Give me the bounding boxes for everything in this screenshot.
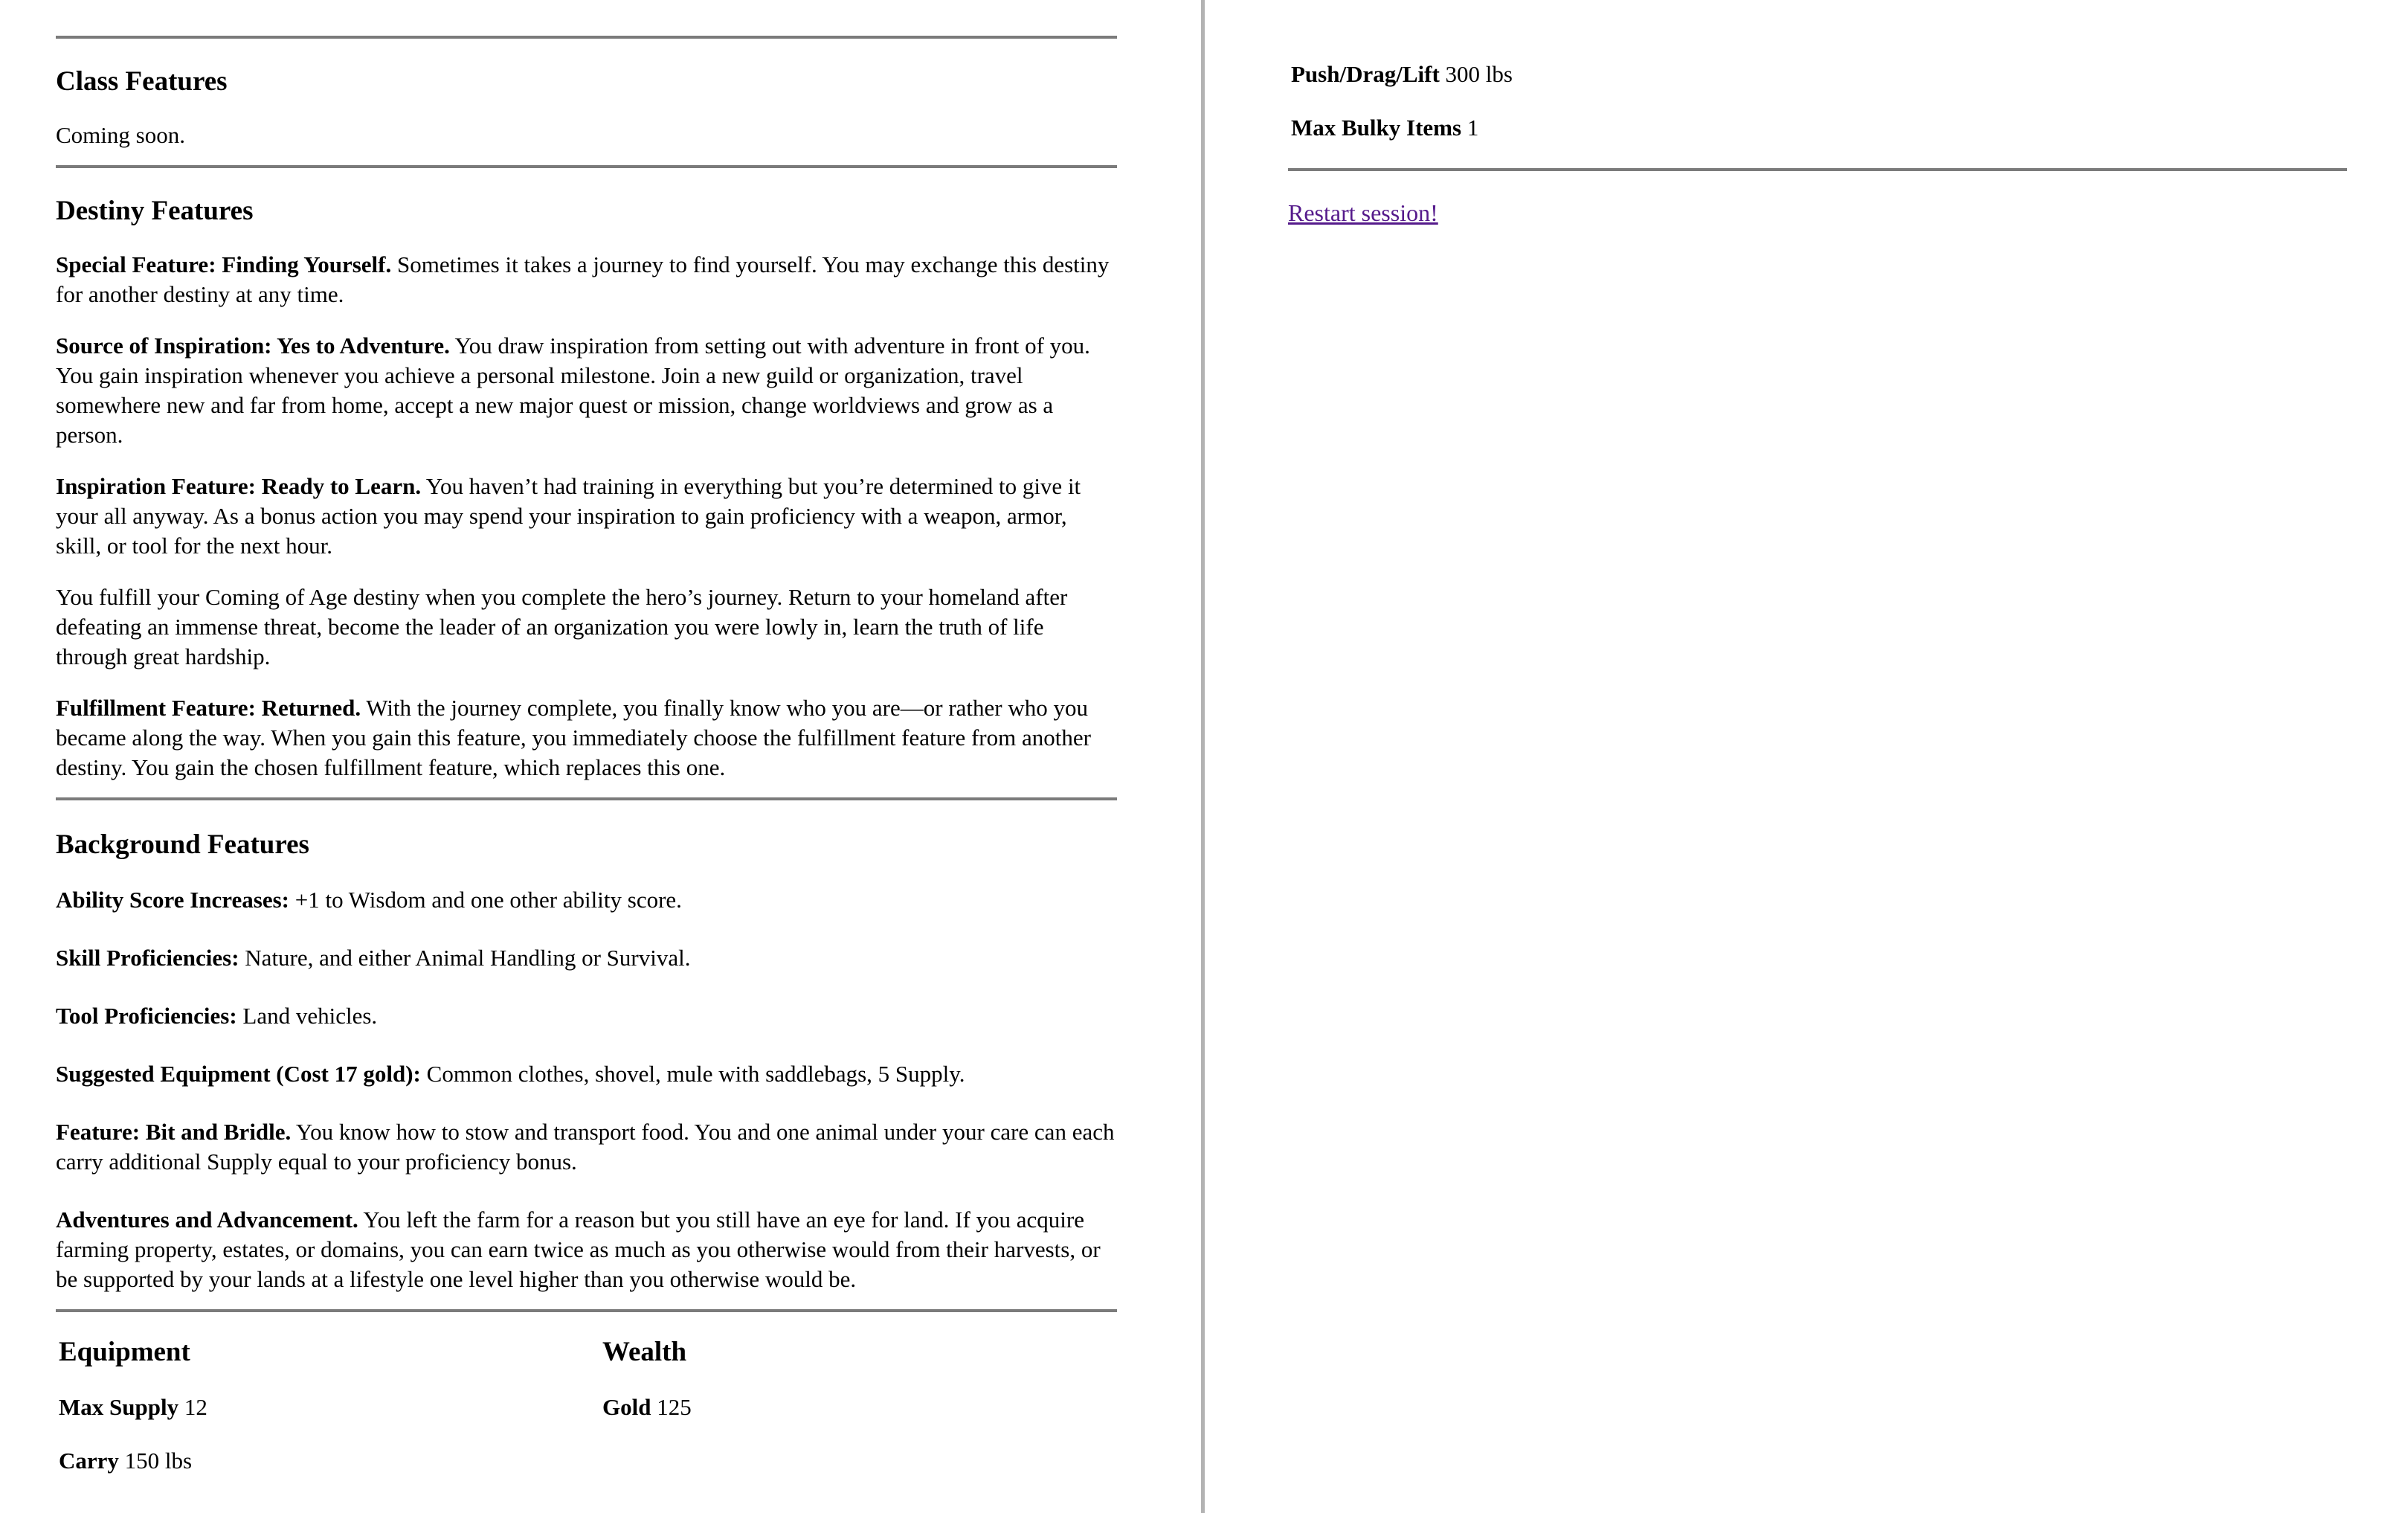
destiny-paragraph xyxy=(56,693,1117,783)
feature-text: You fulfill your Coming of Age destiny when you complete the hero’s journey. Return to your homeland after defeating an immense threat, become the leader of an organization you were lowly in, learn the truth of life through great hardship. xyxy=(56,584,1068,669)
wealth-heading: Wealth xyxy=(602,1337,687,1367)
background-paragraph xyxy=(56,1205,1117,1294)
feature-label: Special Feature: Finding Yourself. xyxy=(56,251,392,277)
destiny-features-heading: Destiny Features xyxy=(56,196,254,226)
feature-label: Suggested Equipment (Cost 17 gold): xyxy=(56,1061,421,1087)
feature-label: Feature: Bit and Bridle. xyxy=(56,1119,292,1145)
feature-text: Land vehicles. xyxy=(236,1003,378,1029)
character-sheet-right-pane xyxy=(1288,0,2349,228)
section-divider xyxy=(56,797,1117,800)
equipment-column xyxy=(59,1312,207,1476)
feature-label: Skill Proficiencies: xyxy=(56,945,239,971)
section-divider xyxy=(1288,168,2347,171)
feature-label: Source of Inspiration: Yes to Adventure. xyxy=(56,333,450,359)
push-drag-lift-stat xyxy=(1288,60,2349,89)
feature-text: With the journey complete, you finally know who you are—or rather who you became along the way. When you gain this feature, you immediately choose the fulfillment feature from another destiny. You gain the chosen fulfillment feature, which replaces this one. xyxy=(56,695,1091,780)
destiny-paragraph xyxy=(56,331,1117,450)
stat-label: Carry xyxy=(59,1448,119,1474)
stat-label: Push/Drag/Lift xyxy=(1291,61,1440,87)
feature-label: Tool Proficiencies: xyxy=(56,1003,237,1029)
character-sheet-left-pane xyxy=(56,0,1117,1506)
background-features-section xyxy=(56,827,1117,1294)
pane-divider[interactable] xyxy=(1201,0,1205,1513)
feature-text: You haven’t had training in everything but you’re determined to give it your all anyway. As a bonus action you may spend your inspiration to gain proficiency with a weapon, armor, skill, or tool for the next hour. xyxy=(56,473,1081,559)
stat-value: 300 lbs xyxy=(1439,61,1513,87)
feature-text: +1 to Wisdom and one other ability score. xyxy=(289,887,682,913)
background-paragraph xyxy=(56,943,1117,973)
gold-stat xyxy=(602,1392,692,1422)
background-paragraph xyxy=(56,1117,1117,1177)
wealth-column xyxy=(602,1312,692,1422)
stat-label: Max Supply xyxy=(59,1394,179,1420)
equipment-wealth-table xyxy=(56,1312,1117,1506)
stat-value: 150 lbs xyxy=(118,1448,193,1474)
class-features-text: Coming soon. xyxy=(56,122,185,148)
background-paragraph xyxy=(56,1001,1117,1031)
stat-value: 1 xyxy=(1461,115,1479,141)
destiny-paragraph xyxy=(56,582,1117,672)
stat-label: Gold xyxy=(602,1394,651,1420)
stat-value: 125 xyxy=(651,1394,692,1420)
feature-text: You know how to stow and transport food. You and one animal under your care can each carry additional Supply equal to your proficiency bonus. xyxy=(56,1119,1115,1175)
max-bulky-items-stat xyxy=(1288,113,2349,143)
feature-label: Ability Score Increases: xyxy=(56,887,289,913)
class-features-section xyxy=(56,36,1117,150)
feature-text: You draw inspiration from setting out with adventure in front of you. You gain inspiration whenever you achieve a personal milestone. Join a new guild or organization, travel somewhere new and far from home, accept a new major quest or mission, change worldviews and grow as a person. xyxy=(56,333,1090,448)
background-paragraph xyxy=(56,1059,1117,1089)
background-features-heading: Background Features xyxy=(56,829,309,860)
feature-label: Inspiration Feature: Ready to Learn. xyxy=(56,473,422,499)
destiny-features-section xyxy=(56,193,1117,783)
feature-text: Sometimes it takes a journey to find yourself. You may exchange this destiny for another destiny at any time. xyxy=(56,251,1110,307)
equipment-heading: Equipment xyxy=(59,1337,190,1367)
feature-label: Fulfillment Feature: Returned. xyxy=(56,695,361,721)
carry-stat xyxy=(59,1446,207,1476)
class-features-heading: Class Features xyxy=(56,66,228,97)
max-supply-stat xyxy=(59,1392,207,1422)
restart-session-link[interactable]: Restart session! xyxy=(1288,199,1438,226)
background-paragraph xyxy=(56,885,1117,915)
destiny-paragraph xyxy=(56,472,1117,561)
feature-text: Common clothes, shovel, mule with saddlebags, 5 Supply. xyxy=(420,1061,965,1087)
feature-label: Adventures and Advancement. xyxy=(56,1207,358,1233)
stat-value: 12 xyxy=(178,1394,207,1420)
section-divider xyxy=(56,36,1117,39)
destiny-paragraph xyxy=(56,250,1117,309)
section-divider xyxy=(56,165,1117,168)
feature-text: You left the farm for a reason but you still have an eye for land. If you acquire farming property, estates, or domains, you can earn twice as much as you otherwise would from their harvests, or be supported by your lands at a lifestyle one level higher than you otherwise would be. xyxy=(56,1207,1101,1292)
feature-text: Nature, and either Animal Handling or Survival. xyxy=(239,945,691,971)
stat-label: Max Bulky Items xyxy=(1291,115,1462,141)
